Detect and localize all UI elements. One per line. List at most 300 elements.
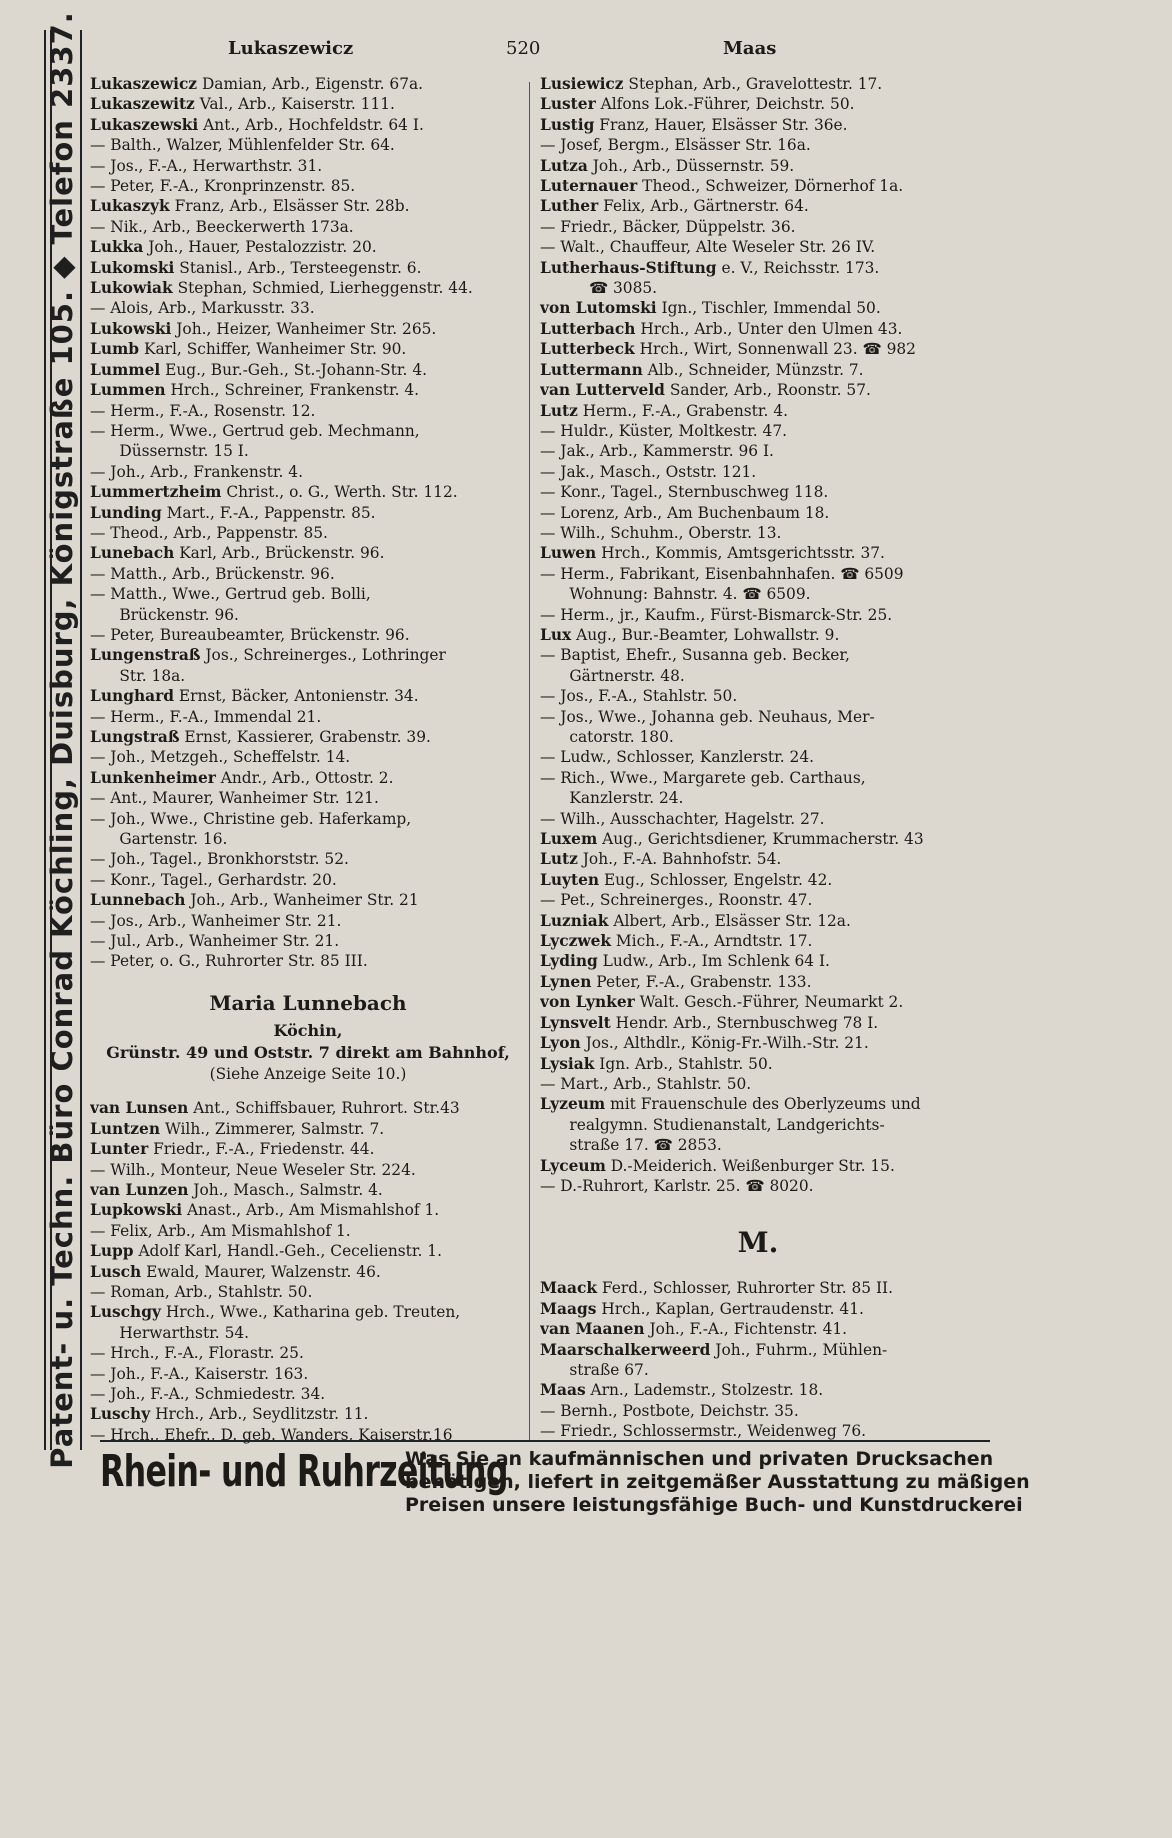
- entry-details: Jos., Schreinerges., Lothringer Str. 18a.: [119, 646, 446, 685]
- directory-entry: [540, 625, 976, 645]
- directory-entry: [90, 401, 526, 421]
- directory-entry: [540, 992, 976, 1012]
- directory-entry: [90, 1221, 526, 1241]
- directory-entry: [540, 1054, 976, 1074]
- entry-details: Aug., Bur.-Beamter, Lohwallstr. 9.: [571, 625, 840, 644]
- column-divider: [529, 82, 530, 1442]
- directory-entry: [90, 503, 526, 523]
- entry-details: — Theod., Arb., Pappenstr. 85.: [90, 523, 328, 542]
- entry-details: — Roman, Arb., Stahlstr. 50.: [90, 1282, 313, 1301]
- entry-details: Joh., Hauer, Pestalozzistr. 20.: [143, 238, 377, 257]
- entry-surname: Maack: [540, 1279, 598, 1298]
- entry-surname: Lutz: [540, 850, 578, 869]
- directory-entry: [90, 564, 526, 584]
- directory-entry: [90, 360, 526, 380]
- directory-entry: [540, 1013, 976, 1033]
- entry-surname: Lusch: [90, 1262, 142, 1281]
- directory-entry: [90, 809, 526, 850]
- entry-details: — Jak., Arb., Kammerstr. 96 I.: [540, 442, 774, 461]
- entry-details: — Peter, F.-A., Kronprinzenstr. 85.: [90, 177, 356, 196]
- directory-entry: [540, 849, 976, 869]
- entry-surname: Lummel: [90, 360, 161, 379]
- directory-entry: [540, 1319, 976, 1339]
- directory-entry: [90, 1180, 526, 1200]
- entry-details: Hrch., Wwe., Katharina geb. Treuten, Herwarthstr. 54.: [119, 1303, 461, 1342]
- directory-entry: [540, 1278, 976, 1298]
- entry-details: — Ludw., Schlosser, Kanzlerstr. 24.: [540, 748, 814, 767]
- entry-details: e. V., Reichsstr. 173.: [716, 258, 880, 277]
- entry-surname: Lusiewicz: [540, 75, 624, 93]
- entry-details: — Peter, Bureaubeamter, Brückenstr. 96.: [90, 625, 410, 644]
- entry-details: Hrch., Kommis, Amtsgerichtsstr. 37.: [596, 544, 885, 563]
- entry-details: Christ., o. G., Werth. Str. 112.: [221, 483, 458, 502]
- directory-entry: [90, 707, 526, 727]
- directory-entry: [90, 768, 526, 788]
- directory-entry: [90, 94, 526, 114]
- directory-entry: [540, 1380, 976, 1400]
- entry-details: Felix, Arb., Gärtnerstr. 64.: [598, 197, 809, 216]
- entry-details: — Balth., Walzer, Mühlenfelder Str. 64.: [90, 136, 395, 155]
- directory-entry: [90, 176, 526, 196]
- entry-surname: van Maanen: [540, 1320, 645, 1339]
- directory-entry: [90, 339, 526, 359]
- entry-surname: Lumb: [90, 340, 140, 359]
- directory-entry: [540, 829, 976, 849]
- directory-entry: [90, 645, 526, 686]
- header-last-entry: Maas: [723, 38, 777, 59]
- directory-entry: [540, 645, 976, 686]
- entry-surname: Lunding: [90, 503, 162, 522]
- entry-surname: Lutterbach: [540, 319, 636, 338]
- entry-surname: Lutherhaus-Stiftung: [540, 258, 717, 277]
- entry-details: — Jak., Masch., Oststr. 121.: [540, 462, 757, 481]
- entry-details: — Herm., jr., Kaufm., Fürst-Bismarck-Str. 25.: [540, 605, 893, 624]
- directory-entry: [90, 1384, 526, 1404]
- notice-name: Maria Lunnebach: [209, 990, 407, 1015]
- directory-entry: [90, 1160, 526, 1180]
- entry-details: Joh., Fuhrm., Mühlen- straße 67.: [569, 1340, 888, 1379]
- directory-entry: [540, 380, 976, 400]
- directory-entry: [540, 462, 976, 482]
- directory-entry: [540, 258, 976, 278]
- notice-address: Grünstr. 49 und Oststr. 7 direkt am Bahnhof,: [106, 1042, 510, 1062]
- directory-entry: [540, 1340, 976, 1381]
- entry-details: Sander, Arb., Roonstr. 57.: [664, 381, 871, 400]
- directory-entry: [90, 890, 526, 910]
- entry-details: Andr., Arb., Ottostr. 2.: [215, 768, 394, 787]
- entry-details: Hrch., Wirt, Sonnenwall 23. ☎ 982: [634, 340, 916, 359]
- entry-details: Karl, Schiffer, Wanheimer Str. 90.: [139, 340, 407, 359]
- entry-surname: von Lutomski: [540, 299, 657, 318]
- directory-entry: [540, 1094, 976, 1155]
- entry-details: Stanisl., Arb., Tersteegenstr. 6.: [174, 258, 422, 277]
- entry-surname: Lunkenheimer: [90, 768, 216, 787]
- directory-entry: [540, 747, 976, 767]
- sidebar-advert-text: Patent- u. Techn. Büro Conrad Köchling, Duisburg, Königstraße 105. ◆ Telefon 2337.: [45, 11, 79, 1469]
- directory-entry: [540, 605, 976, 625]
- entry-details: — Jul., Arb., Wanheimer Str. 21.: [90, 932, 340, 951]
- entry-details: Peter, F.-A., Grabenstr. 133.: [591, 972, 812, 991]
- directory-entry: [540, 421, 976, 441]
- entry-details: Jos., Althdlr., König-Fr.-Wilh.-Str. 21.: [580, 1034, 869, 1053]
- right-column: [540, 74, 976, 1442]
- directory-entry: [90, 870, 526, 890]
- entry-details: Karl, Arb., Brückenstr. 96.: [174, 544, 385, 563]
- entry-surname: Luzniak: [540, 911, 609, 930]
- entry-details: — Peter, o. G., Ruhrorter Str. 85 III.: [90, 952, 368, 971]
- newspaper-brand: Rhein- und Ruhrzeitung: [100, 1446, 508, 1497]
- entry-surname: Lunnebach: [90, 891, 186, 910]
- directory-entry: [90, 931, 526, 951]
- entry-surname: Maags: [540, 1299, 597, 1318]
- entry-surname: Lukowiak: [90, 279, 173, 298]
- entry-surname: Lyzeum: [540, 1095, 606, 1114]
- advert-notice: [90, 986, 526, 1084]
- directory-entry: [90, 788, 526, 808]
- entry-surname: Lutz: [540, 401, 578, 420]
- right-entries-continued: [540, 1278, 976, 1441]
- entry-details: — Herm., F.-A., Immendal 21.: [90, 707, 322, 726]
- entry-details: — Konr., Tagel., Gerhardstr. 20.: [90, 870, 337, 889]
- entry-details: Ign. Arb., Stahlstr. 50.: [594, 1054, 773, 1073]
- directory-entry: [90, 135, 526, 155]
- entry-details: Joh., Masch., Salmstr. 4.: [188, 1180, 383, 1199]
- directory-entry: [540, 319, 976, 339]
- entry-surname: Lukowski: [90, 319, 172, 338]
- directory-entry: [540, 441, 976, 461]
- entry-details: — Felix, Arb., Am Mismahlshof 1.: [90, 1221, 351, 1240]
- directory-entry: [90, 462, 526, 482]
- entry-details: — Joh., Wwe., Christine geb. Haferkamp, Gartenstr. 16.: [90, 809, 412, 849]
- directory-entry: [540, 1074, 976, 1094]
- directory-entry: [90, 1282, 526, 1302]
- entry-details: — Joh., F.-A., Kaiserstr. 163.: [90, 1364, 309, 1383]
- entry-details: — Joh., F.-A., Schmiedestr. 34.: [90, 1384, 326, 1403]
- entry-surname: Lynen: [540, 972, 592, 991]
- directory-entry: [90, 115, 526, 135]
- footer-advert: [100, 1440, 1030, 1552]
- entry-details: Theod., Schweizer, Dörnerhof 1a.: [637, 177, 904, 196]
- left-column: [90, 74, 526, 1445]
- entry-details: Ant., Schiffsbauer, Ruhrort. Str.43: [188, 1099, 460, 1118]
- directory-entry: [540, 809, 976, 829]
- entry-surname: Lukaszewicz: [90, 75, 198, 93]
- entry-surname: Lukaszyk: [90, 197, 170, 216]
- entry-details: Walt. Gesch.-Führer, Neumarkt 2.: [634, 993, 904, 1012]
- directory-entry: [540, 686, 976, 706]
- entry-details: — Hrch., Ehefr., D. geb. Wanders, Kaiserstr.16: [90, 1425, 453, 1444]
- entry-details: Ernst, Kassierer, Grabenstr. 39.: [179, 728, 431, 746]
- entry-details: Ewald, Maurer, Walzenstr. 46.: [141, 1262, 381, 1281]
- directory-entry: [540, 176, 976, 196]
- entry-details: — Ant., Maurer, Wanheimer Str. 121.: [90, 789, 379, 808]
- directory-entry: [540, 115, 976, 135]
- entry-details: Hrch., Schreiner, Frankenstr. 4.: [165, 381, 420, 400]
- directory-entry: [540, 1401, 976, 1421]
- directory-entry: [540, 523, 976, 543]
- directory-entry: [540, 1156, 976, 1176]
- entry-details: Herm., F.-A., Grabenstr. 4.: [577, 401, 789, 420]
- entry-details: Ferd., Schlosser, Ruhrorter Str. 85 II.: [597, 1279, 894, 1298]
- entry-details: — Jos., F.-A., Herwarthstr. 31.: [90, 156, 323, 175]
- entry-details: Friedr., F.-A., Friedenstr. 44.: [148, 1140, 375, 1159]
- entry-surname: Luyten: [540, 870, 600, 889]
- entry-surname: Luster: [540, 95, 596, 114]
- directory-entry: [90, 686, 526, 706]
- entry-details: Adolf Karl, Handl.-Geh., Cecelienstr. 1.: [133, 1242, 442, 1261]
- entry-details: Damian, Arb., Eigenstr. 67a.: [197, 75, 424, 93]
- directory-entry: [540, 543, 976, 563]
- notice-profession: Köchin,: [273, 1020, 343, 1040]
- directory-entry: [540, 768, 976, 809]
- entry-surname: Lukka: [90, 238, 144, 257]
- entry-surname: Lukaszewitz: [90, 95, 195, 114]
- entry-details: D.-Meiderich. Weißenburger Str. 15.: [605, 1156, 895, 1175]
- entry-details: Stephan, Arb., Gravelottestr. 17.: [623, 75, 883, 93]
- directory-entry: [90, 727, 526, 747]
- directory-entry: [540, 339, 976, 359]
- entry-surname: Maarschalkerweerd: [540, 1340, 711, 1359]
- entry-details: Joh., Arb., Düssernstr. 59.: [587, 156, 795, 175]
- entry-details: Albert, Arb., Elsässer Str. 12a.: [608, 911, 851, 930]
- slogan-line: Was Sie an kaufmännischen und privaten Drucksachen: [405, 1448, 994, 1470]
- entry-details: Mich., F.-A., Arndtstr. 17.: [611, 932, 813, 951]
- entry-surname: Lustig: [540, 115, 595, 134]
- directory-entry: [540, 1176, 976, 1196]
- entry-details: Ant., Arb., Hochfeldstr. 64 I.: [198, 115, 424, 134]
- entry-details: — Alois, Arb., Markusstr. 33.: [90, 299, 315, 318]
- entry-surname: Lutza: [540, 156, 588, 175]
- entry-details: Val., Arb., Kaiserstr. 111.: [194, 95, 395, 114]
- directory-entry: [90, 156, 526, 176]
- directory-entry: [90, 380, 526, 400]
- entry-details: Hrch., Arb., Unter den Ulmen 43.: [635, 319, 903, 338]
- entry-details: — Hrch., F.-A., Florastr. 25.: [90, 1344, 304, 1363]
- entry-details: — D.-Ruhrort, Karlstr. 25. ☎ 8020.: [540, 1176, 814, 1195]
- entry-surname: van Lunsen: [90, 1099, 189, 1118]
- slogan-line: benötigen, liefert in zeitgemäßer Ausstattung zu mäßigen: [405, 1471, 1030, 1493]
- entry-details: Eug., Bur.-Geh., St.-Johann-Str. 4.: [160, 360, 428, 379]
- directory-entry: [540, 1299, 976, 1319]
- entry-surname: Lyon: [540, 1034, 581, 1053]
- directory-entry: [90, 421, 526, 462]
- entry-surname: Luther: [540, 197, 599, 216]
- entry-details: — Josef, Bergm., Elsässer Str. 16a.: [540, 136, 811, 155]
- entry-details: Ernst, Bäcker, Antonienstr. 34.: [174, 687, 419, 706]
- entry-surname: Lynsvelt: [540, 1013, 611, 1032]
- entry-details: — Herm., Fabrikant, Eisenbahnhafen. ☎ 6509 Wohnung: Bahnstr. 4. ☎ 6509.: [540, 564, 904, 604]
- entry-details: Stephan, Schmied, Lierheggenstr. 44.: [172, 279, 473, 298]
- directory-entry: [540, 972, 976, 992]
- directory-entry: [90, 298, 526, 318]
- footer-slogan: [405, 1448, 1030, 1517]
- directory-entry: [90, 217, 526, 237]
- entry-surname: Lummertzheim: [90, 483, 222, 502]
- entry-details: — Mart., Arb., Stahlstr. 50.: [540, 1074, 752, 1093]
- entry-details: Joh., F.-A. Bahnhofstr. 54.: [577, 850, 782, 869]
- entry-details: Alfons Lok.-Führer, Deichstr. 50.: [595, 95, 855, 114]
- directory-entry: [90, 1139, 526, 1159]
- sidebar-rule: [80, 30, 82, 1450]
- directory-entry: [90, 1262, 526, 1282]
- entry-details: Joh., Arb., Wanheimer Str. 21: [185, 891, 419, 910]
- directory-entry: [90, 74, 526, 94]
- entry-surname: Lummen: [90, 381, 166, 400]
- directory-entry: [90, 849, 526, 869]
- entry-details: — Wilh., Schuhm., Oberstr. 13.: [540, 523, 782, 542]
- entry-details: — Matth., Wwe., Gertrud geb. Bolli, Brückenstr. 96.: [90, 585, 371, 624]
- entry-details: Franz, Arb., Elsässer Str. 28b.: [169, 197, 410, 216]
- entry-surname: Lunghard: [90, 687, 174, 706]
- directory-entry: [540, 217, 976, 237]
- directory-entry: [90, 1200, 526, 1220]
- entry-details: Hrch., Kaplan, Gertraudenstr. 41.: [596, 1299, 864, 1318]
- directory-entry: [90, 1119, 526, 1139]
- directory-entry: [540, 482, 976, 502]
- entry-details: Joh., Heizer, Wanheimer Str. 265.: [171, 319, 437, 338]
- entry-details: — Jos., F.-A., Stahlstr. 50.: [540, 687, 738, 706]
- entry-details: Joh., F.-A., Fichtenstr. 41.: [644, 1320, 848, 1339]
- entry-details: Ign., Tischler, Immendal 50.: [656, 299, 881, 318]
- directory-entry: [540, 870, 976, 890]
- entry-details: — Friedr., Schlossermstr., Weidenweg 76.: [540, 1422, 867, 1441]
- notice-reference: (Siehe Anzeige Seite 10.): [209, 1064, 407, 1083]
- entry-details: mit Frauenschule des Oberlyzeums und realgymn. Studienanstalt, Landgerichts- straße 17. ☎ 2853.: [569, 1095, 921, 1155]
- directory-entry: [90, 1343, 526, 1363]
- entry-details: — Herm., F.-A., Rosenstr. 12.: [90, 401, 316, 420]
- entry-details: — Jos., Arb., Wanheimer Str. 21.: [90, 911, 342, 930]
- entry-details: — Friedr., Bäcker, Düppelstr. 36.: [540, 217, 796, 236]
- entry-surname: Luntzen: [90, 1119, 161, 1138]
- directory-entry: [90, 911, 526, 931]
- directory-entry: [90, 523, 526, 543]
- entry-surname: van Lunzen: [90, 1180, 189, 1199]
- directory-entry: [90, 1364, 526, 1384]
- left-entries: [90, 74, 526, 972]
- sidebar-advert: [26, 11, 88, 1469]
- entry-surname: Lupp: [90, 1242, 134, 1261]
- directory-entry: [540, 890, 976, 910]
- entry-surname: von Lynker: [540, 993, 635, 1012]
- right-entries: [540, 74, 976, 1196]
- entry-details: Wilh., Zimmerer, Salmstr. 7.: [160, 1119, 385, 1138]
- directory-entry: [90, 747, 526, 767]
- directory-entry: [90, 278, 526, 298]
- entry-details: Hendr. Arb., Sternbuschweg 78 I.: [610, 1013, 879, 1032]
- directory-entry: [540, 401, 976, 421]
- entry-details: Mart., F.-A., Pappenstr. 85.: [161, 503, 376, 522]
- entry-details: — Nik., Arb., Beeckerwerth 173a.: [90, 217, 354, 236]
- entry-details: — Joh., Metzgeh., Scheffelstr. 14.: [90, 748, 351, 767]
- entry-surname: Luschy: [90, 1405, 151, 1424]
- directory-entry: [540, 1033, 976, 1053]
- entry-surname: Luschgy: [90, 1303, 161, 1322]
- entry-details: — Joh., Arb., Frankenstr. 4.: [90, 462, 303, 481]
- entry-details: — Baptist, Ehefr., Susanna geb. Becker, Gärtnerstr. 48.: [540, 646, 850, 685]
- directory-entry: [90, 319, 526, 339]
- directory-entry: [90, 951, 526, 971]
- entry-details: Franz, Hauer, Elsässer Str. 36e.: [594, 115, 848, 134]
- entry-details: Anast., Arb., Am Mismahlshof 1.: [182, 1201, 440, 1220]
- entry-details: Ludw., Arb., Im Schlenk 64 I.: [597, 952, 830, 971]
- directory-entry: [540, 135, 976, 155]
- directory-entry: [540, 74, 976, 94]
- entry-surname: Luxem: [540, 830, 598, 849]
- directory-entry: [90, 625, 526, 645]
- directory-entry: [90, 1302, 526, 1343]
- page-number: 520: [506, 38, 541, 59]
- entry-details: — Bernh., Postbote, Deichstr. 35.: [540, 1401, 799, 1420]
- entry-surname: Lutterbeck: [540, 340, 635, 359]
- directory-entry: [90, 258, 526, 278]
- directory-entry: [540, 156, 976, 176]
- entry-details: Hrch., Arb., Seydlitzstr. 11.: [150, 1405, 369, 1424]
- entry-surname: Lungenstraß: [90, 646, 201, 665]
- entry-surname: Maas: [540, 1381, 586, 1400]
- entry-details: — Konr., Tagel., Sternbuschweg 118.: [540, 483, 829, 502]
- directory-entry: [90, 482, 526, 502]
- entry-details: — Wilh., Ausschachter, Hagelstr. 27.: [540, 809, 825, 828]
- entry-surname: Lunebach: [90, 544, 175, 563]
- directory-entry: [540, 237, 976, 257]
- entry-surname: Luternauer: [540, 177, 638, 196]
- directory-entry: [90, 584, 526, 625]
- entry-surname: Lupkowski: [90, 1201, 183, 1220]
- directory-entry: [540, 564, 976, 605]
- directory-entry: [540, 1421, 976, 1441]
- directory-entry: [90, 237, 526, 257]
- slogan-line: Preisen unsere leistungsfähige Buch- und Kunstdruckerei: [405, 1494, 1023, 1516]
- entry-surname: Lyceum: [540, 1156, 606, 1175]
- directory-entry: [90, 196, 526, 216]
- entry-details: — Lorenz, Arb., Am Buchenbaum 18.: [540, 503, 830, 522]
- directory-entry: [540, 931, 976, 951]
- directory-entry: [90, 1404, 526, 1424]
- header-first-entry: Lukaszewicz: [228, 38, 354, 59]
- directory-entry: [540, 503, 976, 523]
- directory-entry: [90, 1098, 526, 1118]
- directory-entry: [540, 298, 976, 318]
- directory-entry: [90, 1241, 526, 1261]
- entry-surname: Luwen: [540, 544, 597, 563]
- directory-entry: [540, 951, 976, 971]
- entry-surname: Luttermann: [540, 360, 643, 379]
- entry-surname: Lyczwek: [540, 932, 612, 951]
- entry-details: — Jos., Wwe., Johanna geb. Neuhaus, Mer- catorstr. 180.: [540, 707, 875, 746]
- entry-details: Arn., Lademstr., Stolzestr. 18.: [585, 1381, 824, 1400]
- entry-surname: Lukaszewski: [90, 115, 199, 134]
- entry-surname: Lukomski: [90, 258, 175, 277]
- left-entries-continued: [90, 1098, 526, 1445]
- entry-surname: Lunter: [90, 1140, 149, 1159]
- entry-details: ☎ 3085.: [540, 279, 658, 298]
- entry-surname: Lyding: [540, 952, 598, 971]
- entry-surname: van Lutterveld: [540, 381, 665, 400]
- directory-entry: [540, 94, 976, 114]
- entry-details: — Pet., Schreinerges., Roonstr. 47.: [540, 891, 813, 910]
- directory-entry: [540, 911, 976, 931]
- directory-entry: [540, 278, 976, 298]
- entry-details: — Herm., Wwe., Gertrud geb. Mechmann, Düssernstr. 15 I.: [90, 421, 420, 461]
- directory-entry: [540, 360, 976, 380]
- directory-entry: [90, 543, 526, 563]
- entry-details: — Matth., Arb., Brückenstr. 96.: [90, 564, 335, 583]
- entry-details: — Rich., Wwe., Margarete geb. Carthaus, Kanzlerstr. 24.: [540, 768, 866, 808]
- entry-details: Aug., Gerichtsdiener, Krummacherstr. 43: [597, 830, 924, 849]
- entry-surname: Lungstraß: [90, 728, 180, 746]
- entry-details: — Huldr., Küster, Moltkestr. 47.: [540, 421, 788, 440]
- entry-details: — Walt., Chauffeur, Alte Weseler Str. 26 IV.: [540, 238, 876, 257]
